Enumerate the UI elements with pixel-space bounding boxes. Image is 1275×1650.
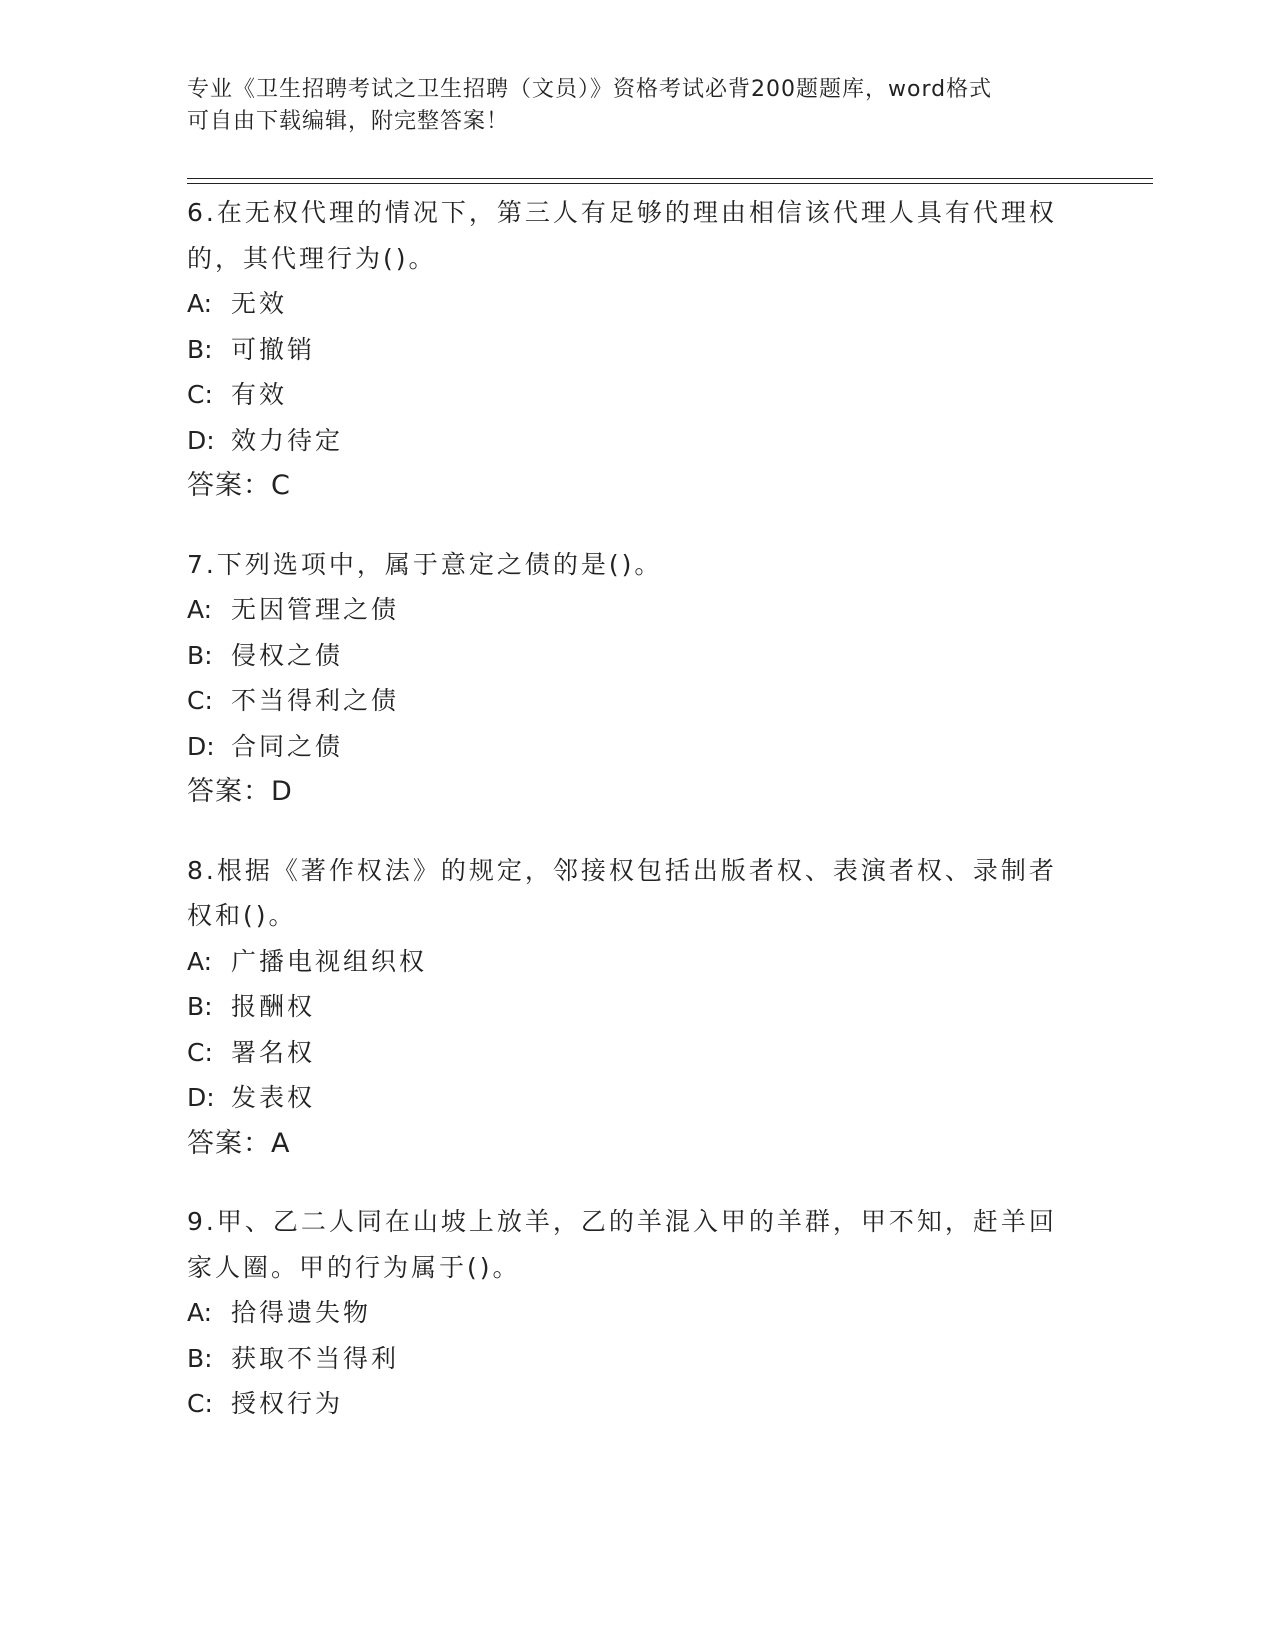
option-letter: C:: [187, 686, 213, 715]
option-c: [187, 1030, 1067, 1076]
option-b: [187, 327, 1067, 373]
header-rule-top: [187, 178, 1153, 179]
option-text: 无效: [231, 289, 288, 318]
header-rule-bottom: [187, 183, 1153, 184]
answer-line: 答案：C: [187, 470, 291, 501]
option-letter: C:: [187, 1037, 213, 1067]
question-stem: 6.在无权代理的情况下，第三人有足够的理由相信该代理人具有代理权的，其代理行为()。: [187, 198, 1057, 273]
option-letter: D:: [187, 731, 215, 761]
answer-line: 答案：A: [187, 1127, 291, 1159]
option-c: [187, 1381, 1067, 1427]
option-a: [187, 281, 1067, 327]
question-7: [187, 542, 1067, 815]
option-letter: C:: [187, 380, 213, 409]
option-b: [187, 984, 1067, 1030]
option-text: 报酬权: [231, 992, 316, 1021]
option-text: 广播电视组织权: [231, 946, 428, 976]
option-text: 有效: [231, 380, 288, 409]
option-c: [187, 678, 1067, 724]
option-letter: C:: [187, 1389, 213, 1418]
question-stem: 7.下列选项中，属于意定之债的是()。: [187, 549, 663, 579]
option-text: 授权行为: [231, 1389, 344, 1418]
question-list: [187, 190, 1067, 1460]
option-text: 发表权: [231, 1083, 316, 1112]
option-letter: A:: [187, 595, 213, 624]
option-text: 获取不当得利: [231, 1343, 400, 1373]
question-stem: 8.根据《著作权法》的规定，邻接权包括出版者权、表演者权、录制者权和()。: [187, 855, 1057, 930]
header-line-1: 专业《卫生招聘考试之卫生招聘（文员）》资格考试必背200题题库，word格式: [187, 77, 993, 102]
header-line-2: 可自由下载编辑，附完整答案！: [187, 109, 510, 134]
option-letter: A:: [187, 1298, 213, 1327]
option-text: 署名权: [231, 1037, 316, 1067]
option-letter: A:: [187, 946, 213, 976]
document-header: [187, 74, 1067, 138]
option-text: 侵权之债: [231, 640, 344, 670]
option-a: [187, 587, 1067, 633]
question-9: [187, 1199, 1067, 1427]
option-a: [187, 1290, 1067, 1336]
option-d: [187, 1075, 1067, 1121]
question-8: [187, 848, 1067, 1167]
option-letter: B:: [187, 334, 213, 364]
option-letter: D:: [187, 1083, 215, 1112]
option-text: 拾得遗失物: [231, 1298, 372, 1327]
question-stem: 9.甲、乙二人同在山坡上放羊，乙的羊混入甲的羊群，甲不知，赶羊回家人圈。甲的行为属于()。: [187, 1207, 1057, 1282]
option-a: [187, 939, 1067, 985]
option-c: [187, 372, 1067, 418]
option-text: 合同之债: [231, 731, 344, 761]
option-text: 无因管理之债: [231, 595, 400, 624]
option-text: 可撤销: [231, 334, 316, 364]
option-letter: B:: [187, 992, 213, 1021]
option-b: [187, 633, 1067, 679]
option-d: [187, 724, 1067, 770]
option-letter: D:: [187, 425, 215, 455]
option-text: 效力待定: [231, 425, 344, 455]
option-b: [187, 1336, 1067, 1382]
answer-line: 答案：D: [187, 776, 293, 807]
option-d: [187, 418, 1067, 464]
option-text: 不当得利之债: [231, 686, 400, 715]
option-letter: B:: [187, 1343, 213, 1373]
option-letter: B:: [187, 640, 213, 670]
option-letter: A:: [187, 289, 213, 318]
question-6: [187, 190, 1067, 509]
